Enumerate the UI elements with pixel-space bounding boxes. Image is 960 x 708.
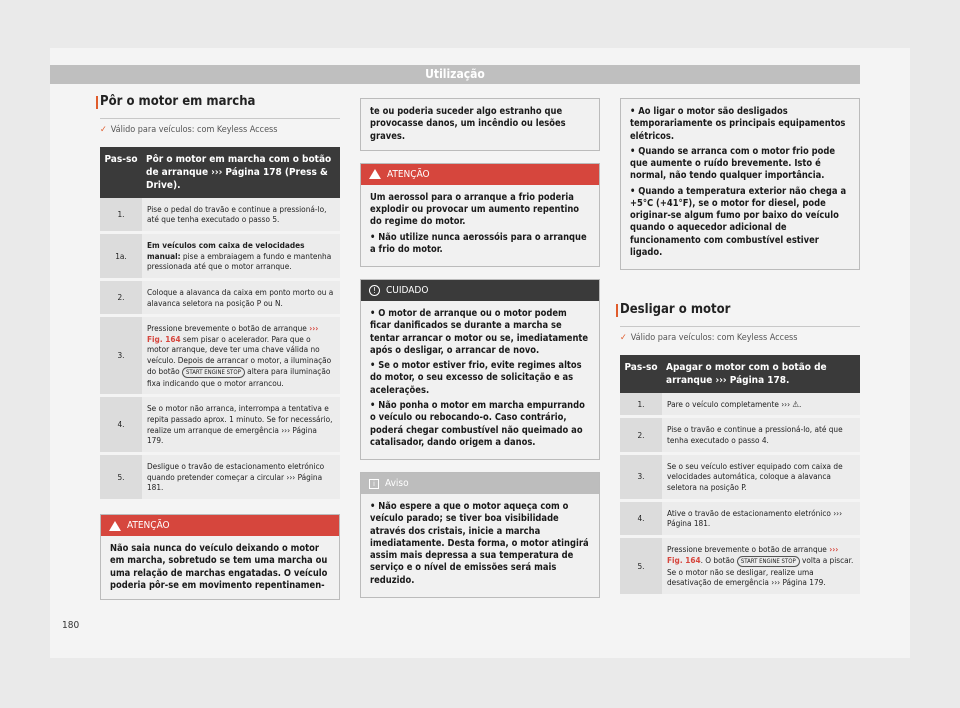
section-header: Utilização: [50, 65, 860, 84]
table-row: 3. Se o seu veículo estiver equipado com caixa de velocidades automática, coloque a alavanca seletora na posição P.: [620, 453, 860, 500]
start-steps-table: [100, 147, 340, 502]
start-stop-key: START ENGINE STOP: [737, 556, 800, 567]
start-stop-key: START ENGINE STOP: [182, 367, 245, 378]
table-row: 2. Pise o travão e continue a pressioná-lo, até que tenha executado o passo 4.: [620, 417, 860, 453]
step-header: Pas-so: [100, 147, 142, 198]
warning-triangle-icon: [369, 169, 381, 179]
warning-triangle-icon: [109, 521, 121, 531]
section-title: Desligar o motor: [620, 302, 860, 326]
table-row: 1. Pise o pedal do travão e continue a pressioná-lo, até que tenha executado o passo 5.: [100, 198, 340, 233]
exclamation-circle-icon: !: [369, 285, 380, 296]
figure-link[interactable]: ››› Fig. 164: [667, 544, 839, 565]
table-row: 5. Pressione brevemente o botão de arranque ››› Fig. 164. O botão START ENGINE STOP volta a piscar. Se o motor não se desligar, realize uma desativação de emergência ››› Página 179.: [620, 537, 860, 596]
right-column: [620, 98, 860, 597]
warning-box: ATENÇÃO Não saia nunca do veículo deixando o motor em marcha, sobretudo se tem uma marcha ou uma relação de marchas engatadas. O veículo poderia pôr-se em movimento repentinamen-: [100, 514, 340, 600]
figure-link[interactable]: ››› Fig. 164: [147, 323, 319, 344]
info-note-icon: i: [369, 479, 379, 489]
note-box-continued: • Ao ligar o motor são desligados temporariamente os principais equipamentos elétricos. • Quando se arranca com o motor frio pode que aumente o ruído brevemente. Isto é normal, não tendo qualquer importância. • Quando a temperatura exterior não chega a +5°C (+41°F), se o motor for diesel, pode originar-se algum fumo por baixo do veículo quando o aquecedor adicional de funcionamento com combustível estiver ligado.: [620, 98, 860, 270]
table-row: 4. Se o motor não arranca, interrompa a tentativa e repita passado aprox. 1 minuto. Se for necessário, realize um arranque de emergência ››› Página 179.: [100, 396, 340, 454]
warning-box-continued: te ou poderia suceder algo estranho que provocasse danos, um incêndio ou lesões graves.: [360, 98, 600, 151]
table-row: 1a. Em veículos com caixa de velocidades manual: pise a embraiagem a fundo e mantenha pressionada até que o motor arranque.: [100, 232, 340, 279]
step-header: Pas-so: [620, 355, 662, 393]
validity-note: ✓ Válido para veículos: com Keyless Access: [620, 333, 798, 344]
check-icon: ✓: [620, 333, 627, 344]
table-row: 4. Ative o travão de estacionamento eletrónico ››› Página 181.: [620, 500, 860, 536]
table-row: 1. Pare o veículo completamente ››› ⚠.: [620, 393, 860, 417]
action-header: Pôr o motor em marcha com o botão de arranque ››› Página 178 (Press & Drive).: [142, 147, 340, 198]
action-header: Apagar o motor com o botão de arranque ››› Página 178.: [662, 355, 860, 393]
section-title: Pôr o motor em marcha: [100, 94, 340, 118]
page-number: 180: [62, 620, 80, 631]
note-box: i Aviso • Não espere a que o motor aqueça com o veículo parado; se tiver boa visibilidade através dos cristais, inicie a marcha imediatamente. Desta forma, o motor atingirá assim mais depressa a sua temperatura de serviço e o nível de emissões será mais reduzido.: [360, 472, 600, 598]
caution-box: ! CUIDADO • O motor de arranque ou o motor podem ficar danificados se durante a marcha se tentar arrancar o motor ou se, imediatamente após o desligar, o arrancar de novo. • Se o motor estiver frio, evite regimes altos do motor, o seu excesso de solicitação e as acelerações. • Não ponha o motor em marcha empurrando o veículo ou rebocando-o. Caso contrário, poderá chegar combustível não queimado ao catalisador, dando origem a danos.: [360, 279, 600, 460]
table-row: 5. Desligue o travão de estacionamento eletrónico quando pretender começar a circular ››› Página 181.: [100, 454, 340, 501]
stop-steps-table: [620, 355, 860, 597]
validity-note: ✓ Válido para veículos: com Keyless Access: [100, 124, 278, 135]
table-row: 2. Coloque a alavanca da caixa em ponto morto ou a alavanca seletora na posição P ou N.: [100, 279, 340, 315]
middle-column: [360, 98, 600, 598]
check-icon: ✓: [100, 124, 107, 135]
left-column: [100, 94, 340, 600]
warning-box: ATENÇÃO Um aerossol para o arranque a frio poderia explodir ou provocar um aumento repentino do regime do motor. • Não utilize nunca aerossóis para o arranque a frio do motor.: [360, 163, 600, 267]
table-row: 3. Pressione brevemente o botão de arranque ››› Fig. 164 sem pisar o acelerador. Para que o motor arranque, deve ter uma chave válida no veículo. Depois de arrancar o motor, a iluminação do botão START ENGINE STOP altera para iluminação fixa indicando que o motor arrancou.: [100, 316, 340, 396]
